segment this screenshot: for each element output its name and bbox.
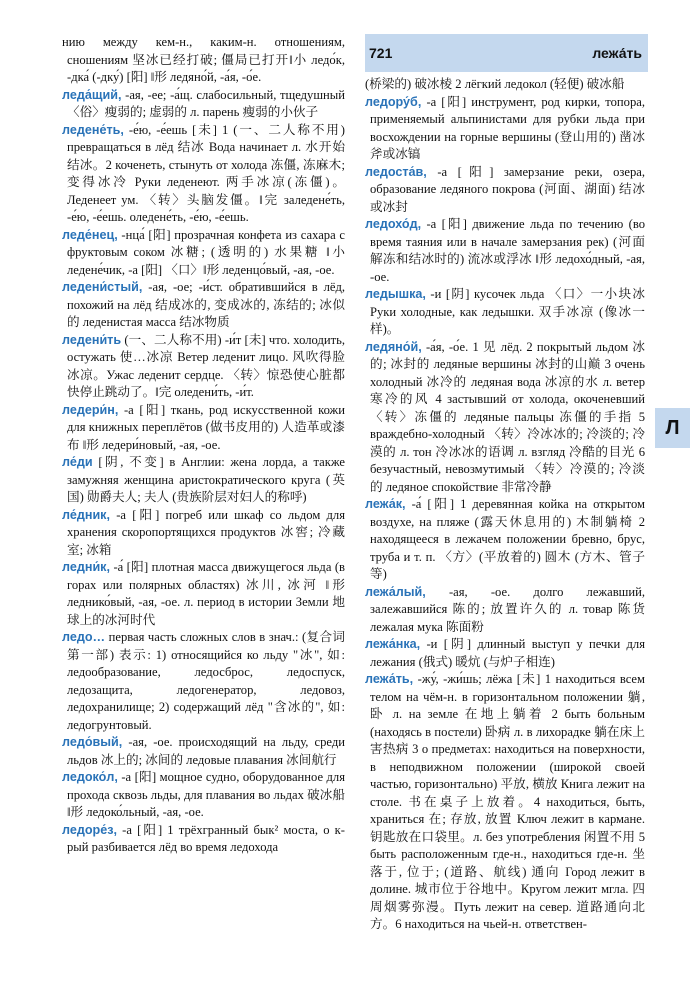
dictionary-entry (62, 769, 345, 822)
entry-definition: -а [阳] инструмент, род кирки, топора, применяемый альпинистами для рубки льда при восхождении на горные вершины (登山用的) 凿冰斧或冰镐 (370, 94, 645, 161)
dictionary-entry (62, 454, 345, 507)
dictionary-entry (62, 559, 345, 629)
dictionary-entry (62, 822, 345, 857)
letter-thumb-tab: Л (655, 408, 690, 448)
dictionary-entry (62, 402, 345, 455)
entry-headword: ле́дник, (62, 507, 110, 522)
entry-definition: -а [阳] движение льда по течению (во время таяния или в начале замерзания рек) (河面解冻和结冰时的) 流冰或浮冰 ‖形 ледохо́дный, -ая, -ое. (370, 217, 645, 284)
entry-headword: ледени́ть (62, 332, 122, 347)
dictionary-entry (365, 339, 645, 497)
entry-definition: (一、二人称不用) -и́т [未] что. холодить, остужать 使…冰凉 Ветер леденит лицо. 风吹得脸冰凉。Ужас леденит сердце. 〈转〉惊恐使心脏都快停止跳动了。‖完 оледени́ть, -и́т. (67, 332, 345, 399)
dictionary-entry (365, 164, 645, 217)
dictionary-entry (365, 671, 645, 934)
entry-definition: -жу́, -жи́шь; лёжа [未] 1 находиться всем телом на чём-н. в горизонтальном положении 躺, 卧 л. на земле 在地上躺着 2 быть больным (находясь в постели) 卧病 л. в лихорадке 躺在床上害热病 3 о предметах: находиться на поверхности, в неподвижном положении (широкой своей частью, горизонтально) 平放, 横放 Книга лежит на столе. 书在桌子上放着。4 находиться, быть, храниться 在; 存放, 放置 Ключ лежит в кармане. 钥匙放在口袋里。л. без употребления 闲置不用 5 быть расположенным где-н., находиться где-н. 坐落于, 位于; (道路、航线) 通向 Город лежит в долине. 城市位于谷地中。Кругом лежит мгла. 四周烟雾弥漫。Путь лежит на север. 道路通向北方。6 находиться на чьей-н. ответствен- (370, 672, 645, 931)
entry-headword: ледоко́л, (62, 770, 118, 784)
dictionary-entry (62, 279, 345, 332)
entry-definition: -а [阳] погреб или шкаф со льдом для хранения скоропортящихся продуктов 冰窖; 冷藏室; 冰箱 (67, 507, 345, 557)
entry-definition: -ая, -ое. происходящий на льду, среди льдов 冰上的; 冰间的 ледовые плавания 冰间航行 (67, 735, 345, 767)
entry-headword: ледо… (62, 630, 106, 644)
running-head-word: лежа́ть (592, 45, 642, 61)
dictionary-entry (62, 87, 345, 122)
entry-headword: ледо́вый, (62, 735, 123, 749)
entry-headword: ледоре́з, (62, 822, 117, 837)
entry-headword: лежа́к, (365, 497, 406, 511)
entry-headword: ледени́стый, (62, 280, 143, 294)
dictionary-entry (365, 76, 645, 94)
dictionary-entry (62, 734, 345, 769)
dictionary-entry (365, 584, 645, 637)
entry-headword: ледяно́й, (365, 339, 422, 354)
entry-headword: ледохо́д, (365, 217, 422, 231)
entry-definition: (桥梁的) 破冰棱 2 лёгкий ледокол (轻便) 破冰船 (365, 77, 625, 91)
entry-headword: ледери́н, (62, 402, 119, 417)
entry-definition: нию между кем-н., каким-н. отношениям, сношениям 坚冰已经打破; 僵局已打开‖小 ледо́к, -дка́ (-дку́) [阳] ‖形 ледяно́й, -а́я, -о́е. (62, 35, 345, 84)
entry-definition: -а [阳] замерзание реки, озера, образование ледяного покрова (河面、湖面) 结冰或冰封 (370, 164, 646, 214)
entry-headword: ледоста́в, (365, 164, 427, 179)
entry-definition: -а́ [阳] плотная масса движущегося льда (в горах или полярных областях) 冰川, 冰河 ‖形 леднико́вый, -ая, -ое. л. период в истории Земли 地球上的冰河时代 (67, 560, 345, 627)
entry-definition: [阴, 不变] в Англии: жена лорда, а также замужняя женщина аристократического круга (英国) 勋爵夫人; 夫人 (贵族阶层对妇人的称呼) (67, 455, 345, 504)
entry-definition: -а́я, -о́е. 1 见 лёд. 2 покрытый льдом 冰的; 冰封的 ледяные вершины 冰封的山巅 3 очень холодный 冰冷的 ледяная вода 冰凉的水 л. ветер 寒冷的风 4 застывший от холода, окоченевший 〈转〉冻僵的 ледяные пальцы 冻僵的手指 5 враждебно-холодный 〈转〉冷冰冰的; 冷淡的; 冷漠的 л. тон 冷冰冰的语调 л. взгляд 冷酷的目光 6 безучастный, невозмутимый 〈转〉冷漠的; 冷淡的 ледяное спокойствие 非常冷静 (370, 339, 645, 494)
entry-definition: -и [阴] кусочек льда 〈口〉一小块冰 Руки холодные, как ледышки. 双手冰凉 (像冰一样)。 (370, 287, 646, 336)
dictionary-entry (365, 286, 645, 339)
entry-headword: ледышка, (365, 287, 426, 301)
entry-headword: ледору́б, (365, 94, 422, 109)
entry-definition: -ая, -ое; -и́ст. обратившийся в лёд, похожий на лёд 结成冰的, 变成冰的, 冻结的; 冰似的 леденистая масса 结冰物质 (67, 280, 345, 329)
dictionary-entry (365, 496, 645, 584)
entry-definition: -е́ю, -е́ешь [未] 1 (一、二人称不用) превращаться в лёд 结冰 Вода начинает л. 水开始结冰。2 коченеть, стынуть от холода 冻僵, 冻麻木; 变得冰冷 Руки леденеют. 两手冰凉(冻僵)。Леденеет ум. 〈转〉头脑发僵。‖完 заледене́ть, -е́ю, -е́ешь. оледене́ть, -е́ю, -е́ешь. (67, 122, 345, 224)
entry-headword: ледни́к, (62, 560, 110, 574)
entry-definition: -а [阳] 1 трёхгранный бык² моста, о к-рый разбивается лёд во время ледохода (67, 822, 345, 854)
dictionary-entry (62, 332, 345, 402)
entry-definition: -ая, -ее; -а́щ. слабосильный, тщедушный 〈俗〉瘦弱的; 虚弱的 л. парень 瘦弱的小伙子 (67, 87, 345, 119)
entry-definition: -а́ [阳] 1 деревянная койка на открытом воздухе, на пляже (露天休息用的) 木制躺椅 2 находящееся в лежачем положении бревно, брус, труба и т. п. 〈方〉(平放着的) 圆木 (方木、管子等) (370, 497, 645, 581)
entry-headword: леда́щий, (62, 87, 122, 102)
entry-definition: -а [阳] мощное судно, оборудованное для прохода сквозь льды, для плавания во льдах 破冰船 ‖形 ледоко́льный, -ая, -ое. (67, 770, 345, 819)
left-column (62, 34, 345, 1000)
entry-definition: -ая, -ое. долго лежавший, залежавшийся 陈的; 放置许久的 л. товар 陈货 лежалая мука 陈面粉 (370, 584, 645, 634)
dictionary-entry (365, 94, 645, 164)
right-column (365, 76, 645, 1000)
entry-headword: ледене́ть, (62, 122, 124, 137)
entry-headword: леде́нец, (62, 227, 118, 242)
entry-definition: -а [阳] ткань, род искусственной кожи для книжных переплётов (做书皮用的) 人造革或漆布 ‖形 ледери́новый, -ая, -ое. (67, 402, 345, 452)
entry-headword: лежа́лый, (365, 584, 426, 599)
dictionary-entry (62, 227, 345, 280)
dictionary-entry (365, 216, 645, 286)
entry-headword: ле́ди (62, 455, 93, 469)
running-header (365, 34, 648, 72)
dictionary-entry (62, 629, 345, 734)
dictionary-entry (62, 507, 345, 560)
dictionary-entry (62, 122, 345, 227)
page-number: 721 (369, 45, 393, 61)
entry-definition: -нца́ [阳] прозрачная конфета из сахара с фруктовым соком 冰糖; (透明的) 水果糖 ‖小 ледене́чик, -а [阳] 〈口〉‖形 леденцо́вый, -ая, -ое. (67, 227, 345, 277)
entry-definition: -и [阴] длинный выступ у печки для лежания (俄式) 暖炕 (与炉子相连) (370, 637, 645, 669)
dictionary-entry (62, 34, 345, 87)
entry-headword: лежа́нка, (365, 637, 421, 651)
entry-definition: первая часть сложных слов в знач.: (复合词第一部) 表示: 1) относящийся ко льду "冰", 如: ледообразование, ледосброс, ледоспуск, ледозащита, ледогенератор, ледовоз, ледохранилище; 2) содержащий лёд "含冰的", 如: ледогрунтовый. (67, 630, 345, 732)
entry-headword: лежа́ть, (365, 672, 414, 686)
dictionary-entry (365, 636, 645, 671)
